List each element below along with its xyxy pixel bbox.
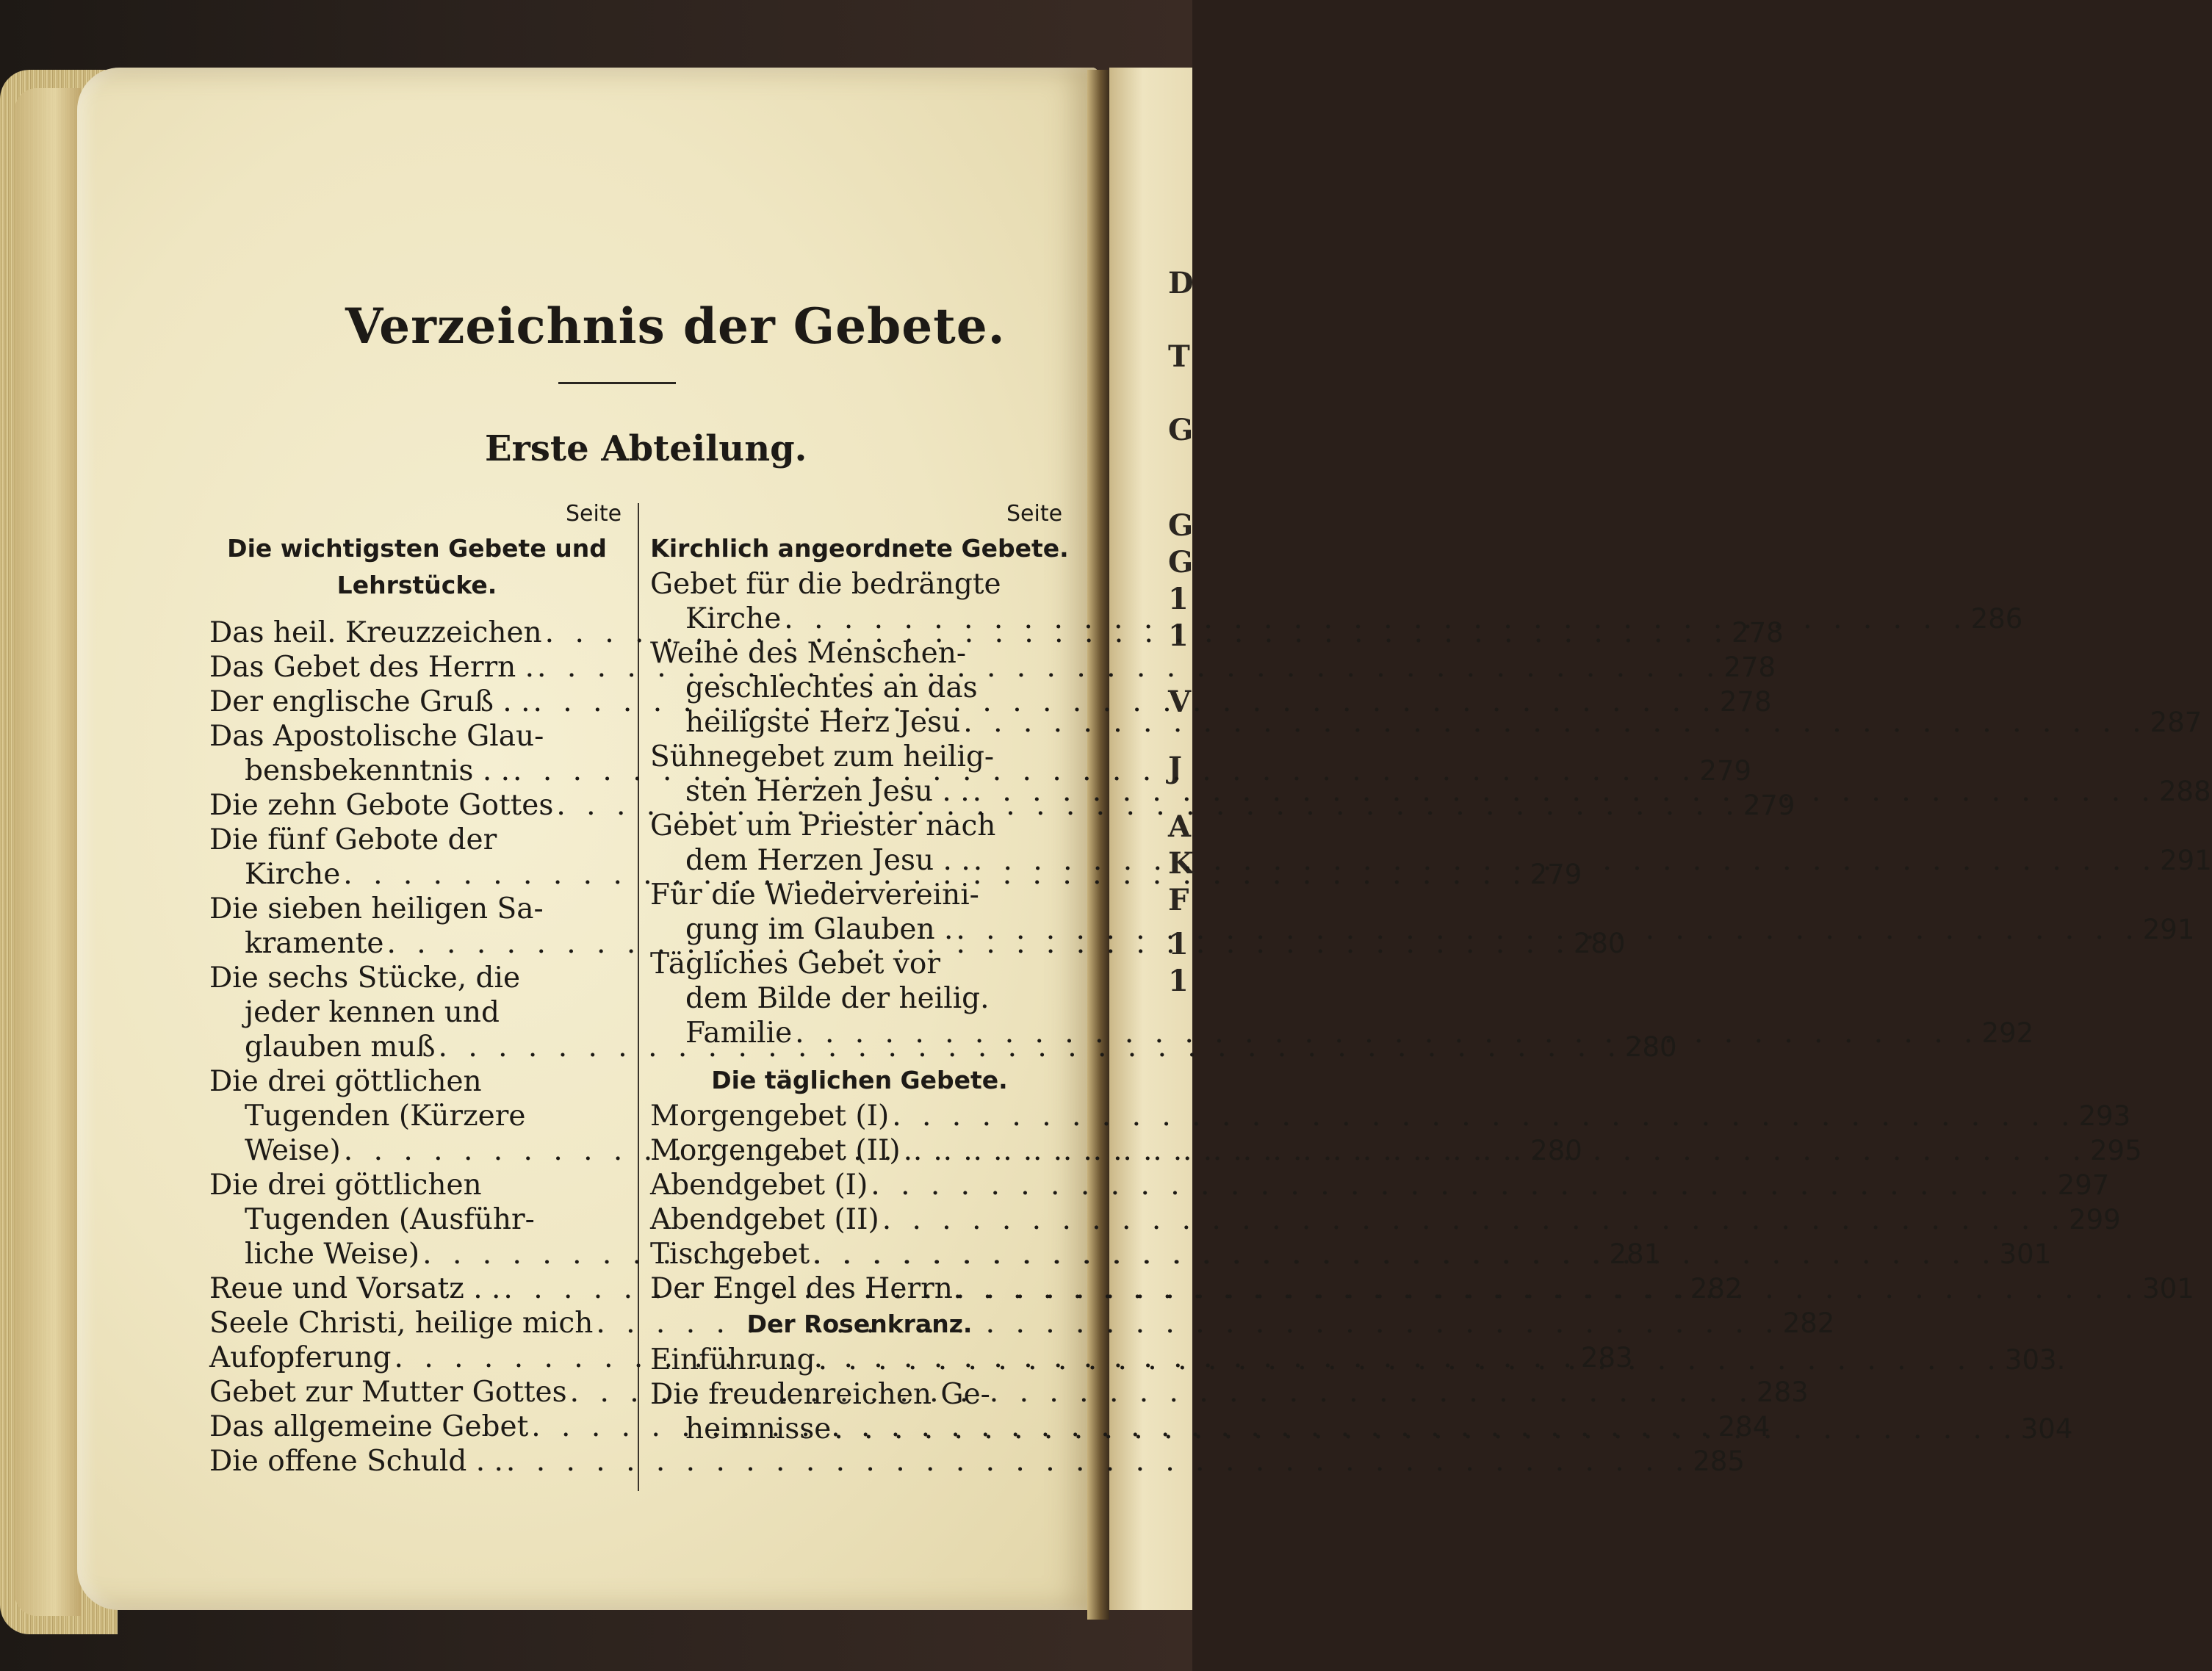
entry-title: jeder kennen und xyxy=(245,996,500,1029)
right-page-fragment: J xyxy=(1168,751,1182,785)
entry-title: Der Engel des Herrn xyxy=(650,1272,953,1305)
right-page-fragment: A xyxy=(1168,809,1192,844)
right-page-fragment: 1 xyxy=(1168,964,1189,998)
page-number: 279 xyxy=(1743,790,1795,821)
page-number: 293 xyxy=(2078,1100,2131,1132)
spacer xyxy=(209,604,624,616)
entry-title: heimnisse xyxy=(685,1412,832,1446)
page-number: 299 xyxy=(2069,1204,2121,1235)
dot-leader xyxy=(953,1271,2142,1306)
page-number: 288 xyxy=(2158,776,2211,807)
entry-title: Der englische Gruß . . xyxy=(209,685,530,718)
entry-title: heiligste Herz Jesu xyxy=(685,706,961,739)
page-number: 301 xyxy=(2142,1273,2194,1304)
spacer xyxy=(650,1050,1069,1062)
entry-title: Kirche xyxy=(245,858,341,891)
toc-entry xyxy=(650,1168,2110,1202)
page-number: 282 xyxy=(1782,1307,1835,1339)
toc-entry-line xyxy=(209,1099,624,1133)
page-number: 281 xyxy=(1609,1238,1662,1270)
page-number: 287 xyxy=(2150,707,2202,738)
entry-title: gung im Glauben . xyxy=(685,913,954,946)
left-seite-label: Seite xyxy=(566,501,622,527)
entry-title: Morgengebet (I) xyxy=(650,1100,890,1133)
entry-title: Für die Wiedervereini- xyxy=(650,878,979,912)
page-number: 304 xyxy=(2020,1413,2073,1445)
section-heading: Kirchlich angeordnete Gebete. xyxy=(650,534,1069,563)
right-page-fragment: T xyxy=(1168,339,1190,374)
toc-entry xyxy=(650,1099,2131,1133)
dot-leader xyxy=(831,1412,2020,1446)
page-number: 279 xyxy=(1530,859,1582,890)
entry-title: Tischgebet xyxy=(650,1238,810,1271)
entry-title: Abendgebet (II) xyxy=(650,1203,879,1236)
toc-entry-line xyxy=(650,567,1069,602)
right-seite-label: Seite xyxy=(1006,501,1063,527)
page-number: 278 xyxy=(1732,617,1784,649)
dot-leader xyxy=(781,602,1970,636)
page-number: 283 xyxy=(1580,1342,1633,1374)
dot-leader xyxy=(815,1343,2005,1377)
dot-leader xyxy=(953,912,2142,947)
dot-leader xyxy=(879,1202,2069,1237)
entry-title: Gebet um Priester nach xyxy=(650,809,996,842)
section-heading: Die wichtigsten Gebete und xyxy=(227,534,607,563)
page-number: 284 xyxy=(1718,1411,1770,1443)
entry-title: glauben muß xyxy=(245,1031,436,1064)
page-number: 280 xyxy=(1573,928,1626,959)
toc-entry-line xyxy=(650,1168,2110,1202)
entry-title: Die zehn Gebote Gottes xyxy=(209,789,554,822)
entry-title: Tugenden (Ausführ- xyxy=(245,1203,535,1236)
title-rule xyxy=(558,382,676,384)
entry-title: Tugenden (Kürzere xyxy=(245,1100,526,1133)
section-heading: Lehrstücke. xyxy=(336,571,497,599)
entry-title: Familie xyxy=(685,1017,793,1050)
entry-title: Aufopferung xyxy=(209,1341,392,1374)
toc-entry-line xyxy=(209,892,624,926)
entry-title: Die offene Schuld . . xyxy=(209,1445,503,1478)
dot-leader xyxy=(810,1237,1999,1271)
page-number: 283 xyxy=(1757,1376,1809,1408)
toc-entry-line xyxy=(209,823,624,857)
entry-title: Sühnegebet zum heilig- xyxy=(650,740,995,773)
gilt-edge xyxy=(15,88,81,1616)
section-heading: Der Rosenkranz. xyxy=(746,1310,973,1338)
toc-entry-line xyxy=(650,1099,2131,1133)
dot-leader xyxy=(889,1099,2078,1133)
entry-title: Gebet zur Mutter Gottes xyxy=(209,1376,567,1409)
page-number: 280 xyxy=(1530,1135,1582,1166)
toc-entry-line xyxy=(650,636,1069,671)
entry-title: Die fünf Gebote der xyxy=(209,823,497,856)
page-number: 291 xyxy=(2142,914,2195,945)
page-title: Verzeichnis der Gebete. xyxy=(345,297,1006,355)
page-number: 278 xyxy=(1719,686,1772,718)
entry-title: Gebet für die bedrängte xyxy=(650,568,1001,601)
entry-title: Tägliches Gebet vor xyxy=(650,948,941,981)
toc-entry-line xyxy=(209,719,624,754)
toc-entry-line xyxy=(650,878,1069,912)
entry-title: Das Gebet des Herrn . xyxy=(209,651,535,684)
dot-leader xyxy=(503,1444,1693,1479)
toc-entry-line xyxy=(650,705,2202,740)
entry-title: sten Herzen Jesu . . xyxy=(685,775,970,808)
page-number: 285 xyxy=(1693,1446,1745,1477)
toc-entry-line xyxy=(650,981,1069,1016)
right-page-fragment: K xyxy=(1168,846,1194,881)
dot-leader xyxy=(960,705,2150,740)
dot-leader xyxy=(970,774,2159,809)
page-number: 297 xyxy=(2057,1169,2110,1201)
page-number: 303. xyxy=(2004,1344,2066,1376)
entry-title: Die drei göttlichen xyxy=(209,1065,482,1098)
entry-title: Seele Christi, heilige mich xyxy=(209,1307,594,1340)
page-number: 286 xyxy=(1970,603,2023,635)
page-number: 295 xyxy=(2090,1135,2142,1166)
page-number: 280 xyxy=(1624,1031,1677,1063)
right-page-fragment: D xyxy=(1168,266,1194,300)
page-number: 282 xyxy=(1690,1273,1743,1304)
entry-title: Weise) xyxy=(245,1134,341,1167)
right-page-fragment: G xyxy=(1168,545,1194,580)
entry-title: dem Herzen Jesu . . xyxy=(685,844,970,877)
right-page-fragment: G xyxy=(1168,413,1194,447)
toc-entry-line xyxy=(650,671,1069,705)
toc-entry-line xyxy=(209,1168,624,1202)
entry-title: geschlechtes an das xyxy=(685,671,978,704)
page-number: 301 xyxy=(1999,1238,2052,1270)
entry-title: kramente xyxy=(245,927,384,960)
entry-title: Das allgemeine Gebet xyxy=(209,1410,529,1443)
entry-title: Die sieben heiligen Sa- xyxy=(209,892,544,925)
entry-title: Weihe des Menschen- xyxy=(650,637,966,670)
entry-title: dem Bilde der heilig. xyxy=(685,982,990,1015)
section-subtitle: Erste Abteilung. xyxy=(485,428,807,469)
page-number: 279 xyxy=(1699,755,1752,787)
dot-leader xyxy=(792,1016,1981,1050)
toc-entry-line xyxy=(209,995,624,1030)
right-page-fragment: F xyxy=(1168,883,1189,917)
entry-title: Das Apostolische Glau- xyxy=(209,720,544,753)
entry-title: Kirche xyxy=(685,602,782,635)
toc-entry xyxy=(650,1202,2121,1237)
toc-entry-line xyxy=(209,1444,1745,1479)
toc-entry-line xyxy=(650,947,1069,981)
entry-title: Die drei göttlichen xyxy=(209,1169,482,1202)
page-number: 278 xyxy=(1723,652,1776,683)
toc-entry-line xyxy=(209,961,624,995)
right-page-fragment: 1 xyxy=(1168,927,1189,961)
toc-entry-line xyxy=(209,1202,624,1237)
toc-entry-line xyxy=(209,1064,624,1099)
dot-leader xyxy=(901,1133,2090,1168)
page-number: 292 xyxy=(1981,1017,2034,1049)
right-page-fragment: 1 xyxy=(1168,582,1189,616)
page-number: 291 xyxy=(2160,845,2212,876)
entry-title: Das heil. Kreuzzeichen xyxy=(209,616,542,649)
entry-title: Die freudenreichen Ge- xyxy=(650,1378,990,1411)
dot-leader xyxy=(868,1168,2057,1202)
entry-title: Abendgebet (I) xyxy=(650,1169,868,1202)
toc-entry-line xyxy=(650,809,1069,843)
entry-title: Reue und Vorsatz . . xyxy=(209,1272,501,1305)
entry-title: Die sechs Stücke, die xyxy=(209,961,521,995)
right-page-fragment: G xyxy=(1168,508,1194,543)
section-heading: Die täglichen Gebete. xyxy=(711,1066,1008,1094)
entry-title: Einführung xyxy=(650,1343,815,1376)
toc-entry-line xyxy=(650,1377,1069,1412)
dot-leader xyxy=(970,843,2160,878)
right-page-fragment: 1 xyxy=(1168,618,1189,653)
entry-title: bensbekenntnis . . xyxy=(245,754,511,787)
entry-title: Morgengebet (II) xyxy=(650,1134,901,1167)
toc-entry-line xyxy=(650,1202,2121,1237)
toc-entry xyxy=(209,1444,1745,1479)
entry-title: liche Weise) xyxy=(245,1238,420,1271)
right-page-fragment: V xyxy=(1168,685,1192,719)
toc-entry-line xyxy=(650,740,1069,774)
